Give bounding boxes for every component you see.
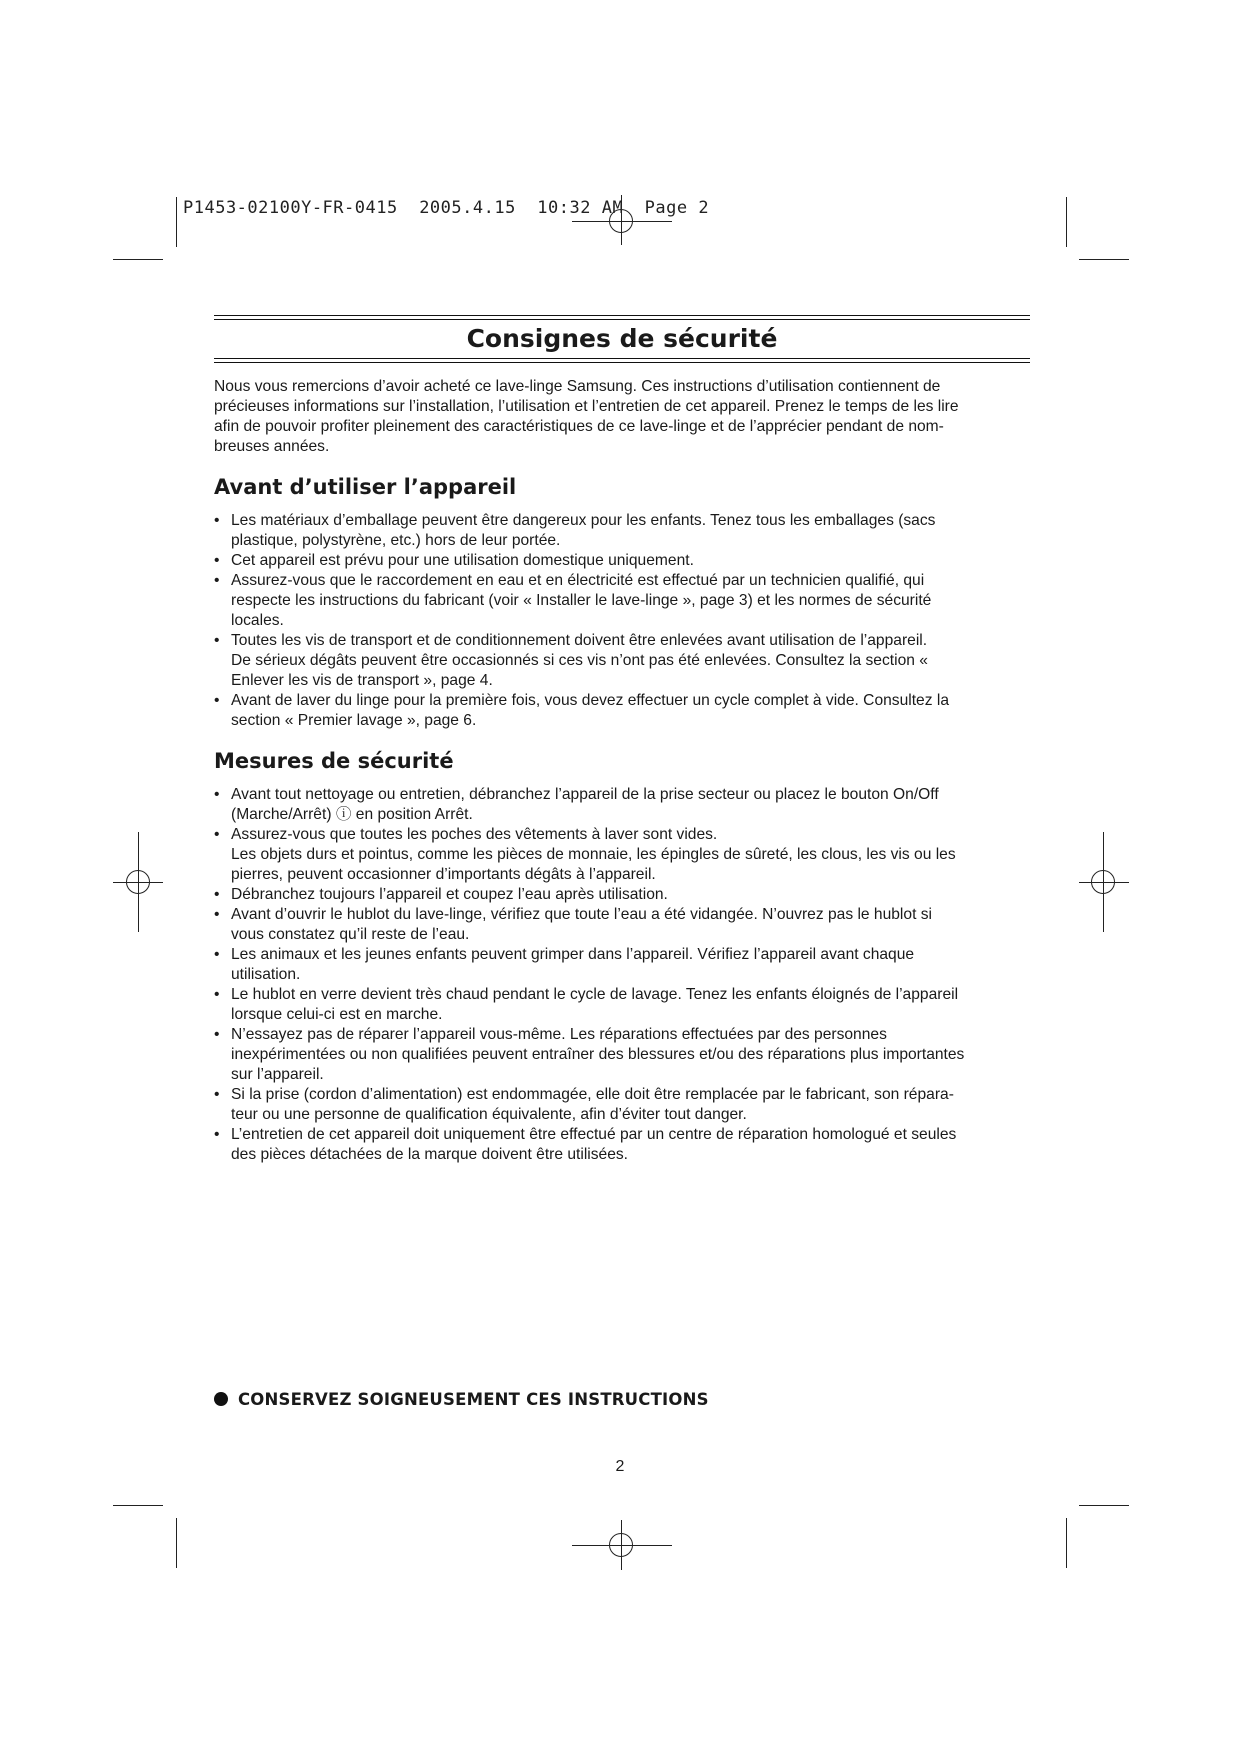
intro-line: précieuses informations sur l’installation, l’utilisation et l’entretien de cet appareil. Prenez le temps de les lire <box>214 398 959 415</box>
intro-line: afin de pouvoir profiter pleinement des caractéristiques de ce lave-linge et de l’apprécier pendant de nom- <box>214 418 944 435</box>
list-item <box>214 631 1030 691</box>
bullet-icon: • <box>214 906 220 923</box>
page-title: Consignes de sécurité <box>466 324 778 353</box>
crop-mark <box>176 197 177 247</box>
list-item-line: L’entretien de cet appareil doit uniquement être effectué par un centre de réparation homologué et seules <box>231 1126 957 1143</box>
list-item-line: Le hublot en verre devient très chaud pendant le cycle de lavage. Tenez les enfants éloignés de l’appareil <box>231 986 959 1003</box>
list-item-line: locales. <box>231 612 284 629</box>
bullet-icon: • <box>214 1026 220 1043</box>
registration-mark <box>1091 870 1115 894</box>
bullet-icon: • <box>214 946 220 963</box>
list-item-line: (Marche/Arrêt) ⓘ en position Arrêt. <box>231 806 473 823</box>
slug-page: Page 2 <box>644 198 710 218</box>
list-item <box>214 1125 1030 1165</box>
footer-note <box>214 1390 709 1409</box>
bullet-list <box>214 785 1030 1165</box>
bullet-icon: • <box>214 786 220 803</box>
list-item <box>214 885 1030 905</box>
intro-paragraph <box>214 377 1030 457</box>
slug-time: 10:32 AM <box>537 198 624 218</box>
list-item-line: Avant tout nettoyage ou entretien, débranchez l’appareil de la prise secteur ou placez le bouton On/Off <box>231 786 939 803</box>
crop-mark <box>1079 259 1129 260</box>
list-item-line: inexpérimentées ou non qualifiées peuvent entraîner des blessures et/ou des réparations plus importantes <box>231 1046 965 1063</box>
title-rule-bottom <box>214 358 1030 363</box>
page-number: 2 <box>615 1458 625 1475</box>
bullet-icon: • <box>214 512 220 529</box>
list-item-line: Avant de laver du linge pour la première fois, vous devez effectuer un cycle complet à vide. Consultez la <box>231 692 949 709</box>
crop-mark <box>1079 1505 1129 1506</box>
list-item-line: Si la prise (cordon d’alimentation) est endommagée, elle doit être remplacée par le fabricant, son répara- <box>231 1086 954 1103</box>
list-item-line: plastique, polystyrène, etc.) hors de leur portée. <box>231 532 561 549</box>
list-item <box>214 985 1030 1025</box>
list-item-line: Assurez-vous que toutes les poches des vêtements à laver sont vides. <box>231 826 718 843</box>
list-item-line: Cet appareil est prévu pour une utilisation domestique uniquement. <box>231 552 694 569</box>
list-item-line: section « Premier lavage », page 6. <box>231 712 477 729</box>
list-item <box>214 571 1030 631</box>
list-item-line: vous constatez qu’il reste de l’eau. <box>231 926 470 943</box>
list-item-line: Toutes les vis de transport et de conditionnement doivent être enlevées avant utilisation de l’appareil. <box>231 632 928 649</box>
list-item-line: respecte les instructions du fabricant (voir « Installer le lave-linge », page 3) et les normes de sécurité <box>231 592 932 609</box>
list-item-line: pierres, peuvent occasionner d’importants dégâts à l’appareil. <box>231 866 656 883</box>
registration-mark <box>609 1533 633 1557</box>
list-item-line: teur ou une personne de qualification équivalente, afin d’éviter tout danger. <box>231 1106 747 1123</box>
crop-mark <box>113 1505 163 1506</box>
section-heading: Mesures de sécurité <box>214 749 454 773</box>
sections <box>214 473 1030 1165</box>
document-body <box>214 315 1030 1165</box>
list-item <box>214 551 1030 571</box>
list-item <box>214 511 1030 551</box>
slug-code: P1453-02100Y-FR-0415 <box>183 198 398 218</box>
list-item-line: Enlever les vis de transport », page 4. <box>231 672 493 689</box>
title-block <box>214 315 1030 363</box>
list-item-line: des pièces détachées de la marque doivent être utilisées. <box>231 1146 629 1163</box>
list-item <box>214 1025 1030 1085</box>
registration-mark <box>126 870 150 894</box>
crop-mark <box>1066 1518 1067 1568</box>
crop-mark <box>176 1518 177 1568</box>
bullet-dot-icon <box>214 1392 228 1406</box>
list-item-line: Avant d’ouvrir le hublot du lave-linge, vérifiez que toute l’eau a été vidangée. N’ouvrez pas le hublot si <box>231 906 932 923</box>
bullet-list <box>214 511 1030 731</box>
bullet-icon: • <box>214 692 220 709</box>
list-item-line: Assurez-vous que le raccordement en eau et en électricité est effectué par un technicien qualifié, qui <box>231 572 925 589</box>
footer-note-text: CONSERVEZ SOIGNEUSEMENT CES INSTRUCTIONS <box>238 1390 709 1409</box>
bullet-icon: • <box>214 552 220 569</box>
list-item-line: Les animaux et les jeunes enfants peuvent grimper dans l’appareil. Vérifiez l’appareil avant chaque <box>231 946 915 963</box>
list-item-line: utilisation. <box>231 966 301 983</box>
section-heading: Avant d’utiliser l’appareil <box>214 475 517 499</box>
list-item <box>214 945 1030 985</box>
list-item-line: Débranchez toujours l’appareil et coupez l’eau après utilisation. <box>231 886 668 903</box>
bullet-icon: • <box>214 826 220 843</box>
intro-line: breuses années. <box>214 438 330 455</box>
intro-line: Nous vous remercions d’avoir acheté ce lave-linge Samsung. Ces instructions d’utilisation contiennent de <box>214 378 941 395</box>
list-item <box>214 905 1030 945</box>
printer-slug <box>183 198 709 218</box>
bullet-icon: • <box>214 1086 220 1103</box>
list-item-line: sur l’appareil. <box>231 1066 324 1083</box>
list-item-line: Les objets durs et pointus, comme les pièces de monnaie, les épingles de sûreté, les clous, les vis ou les <box>231 846 956 863</box>
bullet-icon: • <box>214 986 220 1003</box>
title-rule-top <box>214 315 1030 320</box>
slug-date: 2005.4.15 <box>419 198 516 218</box>
list-item-line: N’essayez pas de réparer l’appareil vous-même. Les réparations effectuées par des personnes <box>231 1026 887 1043</box>
list-item <box>214 691 1030 731</box>
list-item <box>214 785 1030 825</box>
bullet-icon: • <box>214 572 220 589</box>
list-item-line: lorsque celui-ci est en marche. <box>231 1006 443 1023</box>
list-item <box>214 1085 1030 1125</box>
crop-mark <box>113 259 163 260</box>
crop-mark <box>1066 197 1067 247</box>
list-item-line: Les matériaux d’emballage peuvent être dangereux pour les enfants. Tenez tous les emballages (sacs <box>231 512 936 529</box>
list-item-line: De sérieux dégâts peuvent être occasionnés si ces vis n’ont pas été enlevées. Consultez la section « <box>231 652 928 669</box>
bullet-icon: • <box>214 632 220 649</box>
bullet-icon: • <box>214 886 220 903</box>
list-item <box>214 825 1030 885</box>
bullet-icon: • <box>214 1126 220 1143</box>
